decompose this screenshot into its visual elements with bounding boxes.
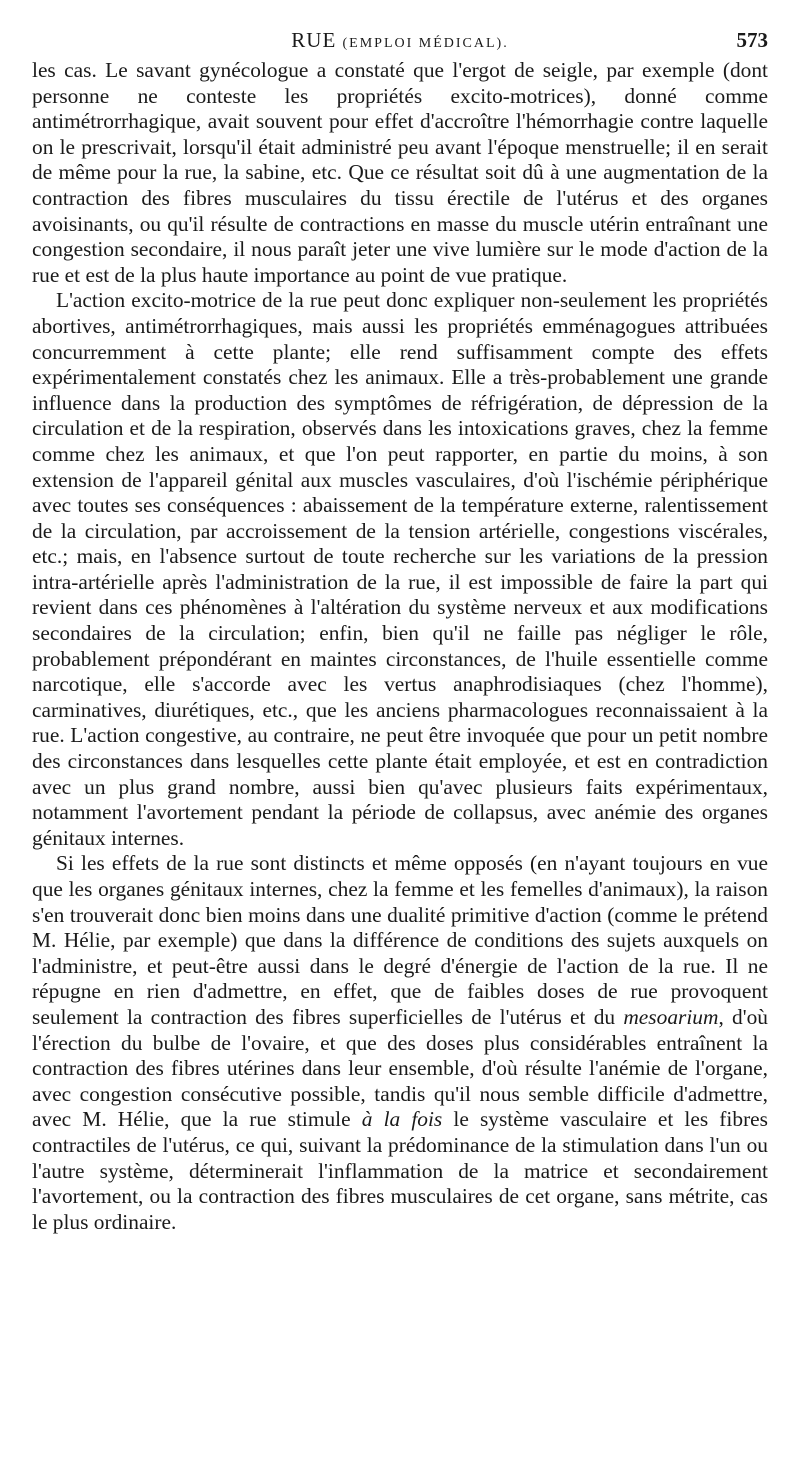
paragraph-3-italic-a-la-fois: à la fois xyxy=(361,1107,443,1132)
paragraph-3-text-part-3: le système vasculaire et les fibres contractiles de l'utérus, ce qui, suivant la prédominance de la stimulation dans l'un ou l'autre système, déterminerait l'inflammation de la matrice et secondairement l'avortement, ou la contraction des fibres musculaires de cet organe, sans métrite, cas le plus ordinaire. xyxy=(32,1107,769,1234)
paragraph-2 xyxy=(32,288,768,851)
paragraph-3-text-part-1: Si les effets de la rue sont distincts et même opposés (en n'ayant toujours en vue que les organes génitaux internes, chez la femme et les femelles d'animaux), la raison s'en trouverait donc bien moins dans une dualité primitive d'action (comme le prétend M. Hélie, par exemple) que dans la différence de conditions des sujets auxquels on l'administre, et peut-être aussi dans le degré d'énergie de l'action de la rue. Il ne répugne en rien d'admettre, en effet, que de faibles doses de rue provoquent seulement la contraction des fibres superficielles de l'utérus et du xyxy=(32,851,768,1029)
paragraph-3-italic-mesoarium: mesoarium xyxy=(623,1004,719,1029)
running-title-main: RUE xyxy=(291,28,337,52)
running-title xyxy=(32,28,768,53)
paragraph-1-text: les cas. Le savant gynécologue a constaté que l'ergot de seigle, par exemple (dont personne ne conteste les propriétés excito-motrices), donné comme antimétrorrhagique, avait souvent pour effet d'accroître l'hémorrhagie contre laquelle on le prescrivait, lorsqu'il était administré peu avant l'époque menstruelle; il en serait de même pour la rue, la sabine, etc. Que ce résultat soit dû à une augmentation de la contraction des fibres musculaires du tissu érectile de l'utérus et des organes avoisinants, ou qu'il résulte de contractions en masse du muscle utérin entraînant une congestion secondaire, il nous paraît jeter une vive lumière sur le mode d'action de la rue et est de la plus haute importance au point de vue pratique. xyxy=(32,58,768,287)
paragraph-3-text-part-2: , d'où l'érection du bulbe de l'ovaire, et que des doses plus considérables entraînent la contraction des fibres utérines dans leur ensemble, d'où résulte l'anémie de l'organe, avec congestion consécutive possible, tandis qu'il nous semble difficile d'admettre, avec M. Hélie, que la rue stimule xyxy=(32,1004,768,1132)
running-head xyxy=(32,22,768,58)
body-text xyxy=(32,58,768,1235)
paragraph-2-text: L'action excito-motrice de la rue peut donc expliquer non-seulement les propriétés abortives, antimétrorrhagiques, mais aussi les propriétés emménagogues attribuées concurremment à cette plante; elle rend suffisamment compte des effets expérimentalement constatés chez les animaux. Elle a très-probablement une grande influence dans la production des symptômes de réfrigération, de dépression de la circulation et de la respiration, observés dans les intoxications graves, chez la femme comme chez les animaux, et que l'on peut rapporter, en partie du moins, à son extension de l'appareil génital aux muscles vasculaires, d'où l'ischémie périphérique avec toutes ses conséquences : abaissement de la température externe, ralentissement de la circulation, par accroissement de la tension artérielle, congestions viscérales, etc.; mais, en l'absence surtout de toute recherche sur les variations de la pression intra-artérielle après l'administration de la rue, il est impossible de faire la part qui revient dans ces phénomènes à l'altération du système nerveux et aux modifications secondaires de la circulation; enfin, bien qu'il ne faille pas négliger le rôle, probablement prépondérant en maintes circonstances, de l'huile essentielle comme narcotique, elle s'accorde avec les vertus anaphrodisiaques (chez l'homme), carminatives, diurétiques, etc., que les anciens pharmacologues reconnaissaient à la rue. L'action congestive, au contraire, ne peut être invoquée que pour un petit nombre des circonstances dans lesquelles cette plante était employée, et est en contradiction avec un plus grand nombre, aussi bien qu'avec plusieurs faits expérimentaux, notamment l'avortement pendant la période de collapsus, avec anémie des organes génitaux internes. xyxy=(32,288,768,850)
page-number: 573 xyxy=(736,28,768,52)
document-page xyxy=(32,22,768,1235)
running-title-subtitle: (EMPLOI MÉDICAL). xyxy=(342,36,509,51)
paragraph-3 xyxy=(32,851,768,1235)
paragraph-1 xyxy=(32,58,768,288)
